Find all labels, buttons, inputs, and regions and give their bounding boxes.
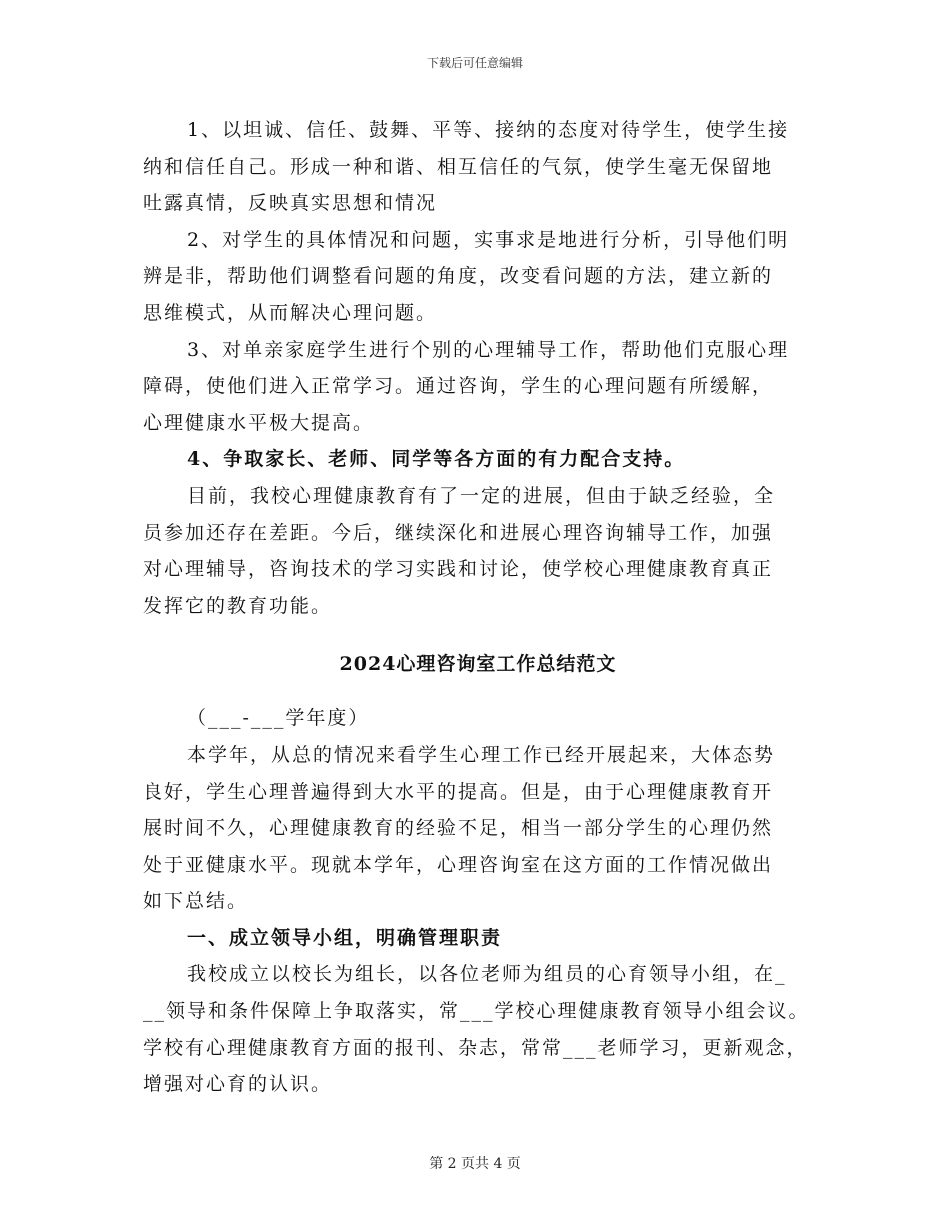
section-previous-summary	[143, 112, 813, 624]
paragraph	[143, 222, 813, 332]
section-heading	[143, 920, 813, 957]
paragraph-line: 增强对心育的认识。	[143, 1073, 333, 1096]
paragraph-line: 心理健康水平极大提高。	[143, 411, 375, 434]
section-new-summary	[143, 700, 813, 1103]
paragraph-line: 员参加还存在差距。今后，继续深化和进展心理咨询辅导工作，加强	[143, 521, 774, 544]
paragraph-line: 如下总结。	[143, 890, 249, 913]
paragraph-line: （___-___学年度）	[187, 707, 370, 730]
paragraph-line: 对心理辅导，咨询技术的学习实践和讨论，使学校心理健康教育真正	[143, 558, 774, 581]
paragraph-line: 良好，学生心理普遍得到大水平的提高。但是，由于心理健康教育开	[143, 780, 774, 803]
paragraph-line: 处于亚健康水平。现就本学年，心理咨询室在这方面的工作情况做出	[143, 853, 774, 876]
paragraph-line: 思维模式，从而解决心理问题。	[143, 301, 438, 324]
paragraph	[143, 478, 813, 624]
paragraph-line: 辨是非，帮助他们调整看问题的角度，改变看问题的方法，建立新的	[143, 265, 774, 288]
paragraph	[143, 737, 813, 920]
paragraph-line: 吐露真情，反映真实思想和情况	[143, 192, 438, 215]
paragraph-line: 障碍，使他们进入正常学习。通过咨询，学生的心理问题有所缓解，	[143, 375, 774, 398]
section-heading	[143, 441, 813, 478]
paragraph-line: 3、对单亲家庭学生进行个别的心理辅导工作，帮助他们克服心理	[187, 338, 790, 361]
paragraph-line: 4、争取家长、老师、同学等各方面的有力配合支持。	[187, 448, 686, 471]
document-title: 2024心理咨询室工作总结范文	[339, 653, 617, 676]
paragraph-line: 本学年，从总的情况来看学生心理工作已经开展起来，大体态势	[187, 743, 776, 766]
paragraph-line: 目前，我校心理健康教育有了一定的进展，但由于缺乏经验，全	[187, 484, 776, 507]
page-footer: 第 2 页共 4 页	[429, 1156, 521, 1172]
document-body	[143, 112, 813, 1103]
paragraph-line: 学校有心理健康教育方面的报刊、杂志，常常___老师学习，更新观念，	[143, 1036, 808, 1059]
header-note: 下载后可任意编辑	[426, 56, 523, 70]
paragraph	[143, 956, 813, 1102]
paragraph	[143, 700, 813, 737]
paragraph	[143, 332, 813, 442]
paragraph	[143, 112, 813, 222]
paragraph-line: 纳和信任自己。形成一种和谐、相互信任的气氛，使学生毫无保留地	[143, 155, 774, 178]
paragraph-line: 2、对学生的具体情况和问题，实事求是地进行分析，引导他们明	[187, 228, 790, 251]
paragraph-line: 1、以坦诚、信任、鼓舞、平等、接纳的态度对待学生，使学生接	[187, 119, 790, 141]
paragraph-line: 展时间不久，心理健康教育的经验不足，相当一部分学生的心理仍然	[143, 817, 774, 840]
paragraph-line: __领导和条件保障上争取落实，常___学校心理健康教育领导小组会议。	[143, 1000, 810, 1023]
paragraph-line: 我校成立以校长为组长，以各位老师为组员的心育领导小组，在_	[187, 963, 787, 986]
paragraph-line: 一、成立领导小组，明确管理职责	[187, 926, 503, 949]
paragraph-line: 发挥它的教育功能。	[143, 594, 333, 617]
